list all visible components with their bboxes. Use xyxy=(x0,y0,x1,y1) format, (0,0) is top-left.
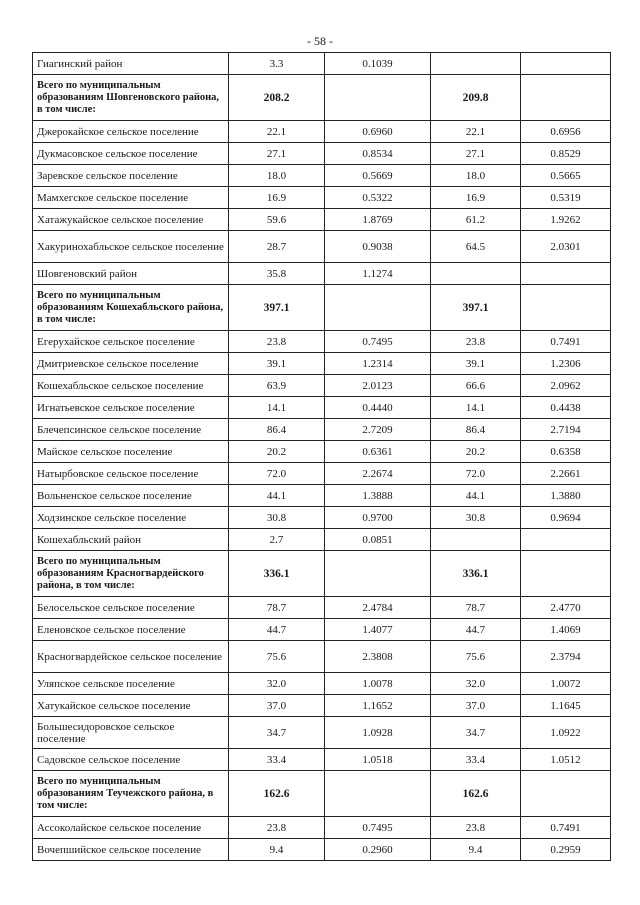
value-cell-2: 0.5669 xyxy=(325,165,431,187)
value-cell-2: 0.4440 xyxy=(325,397,431,419)
table-row xyxy=(33,53,611,75)
value-cell-2: 1.4077 xyxy=(325,619,431,641)
value-cell-4: 1.0922 xyxy=(521,717,611,749)
table-row xyxy=(33,397,611,419)
table-row xyxy=(33,749,611,771)
value-cell-3: 64.5 xyxy=(431,231,521,263)
value-cell-3: 33.4 xyxy=(431,749,521,771)
value-cell-2: 2.4784 xyxy=(325,597,431,619)
value-cell-1: 2.7 xyxy=(229,529,325,551)
value-cell-1: 28.7 xyxy=(229,231,325,263)
value-cell-1: 162.6 xyxy=(229,771,325,817)
table-row xyxy=(33,485,611,507)
settlement-name-cell: Ассоколайское сельское поселение xyxy=(33,817,229,839)
value-cell-3: 78.7 xyxy=(431,597,521,619)
distribution-table xyxy=(32,52,611,861)
settlement-name-cell: Мамхегское сельское поселение xyxy=(33,187,229,209)
value-cell-3: 20.2 xyxy=(431,441,521,463)
value-cell-3: 23.8 xyxy=(431,817,521,839)
table-row xyxy=(33,353,611,375)
settlement-name-cell: Гиагинский район xyxy=(33,53,229,75)
settlement-name-cell: Джерокайское сельское поселение xyxy=(33,121,229,143)
value-cell-3: 209.8 xyxy=(431,75,521,121)
value-cell-4 xyxy=(521,263,611,285)
value-cell-2 xyxy=(325,771,431,817)
value-cell-1: 23.8 xyxy=(229,817,325,839)
value-cell-2: 0.6960 xyxy=(325,121,431,143)
value-cell-2: 0.5322 xyxy=(325,187,431,209)
value-cell-4: 1.1645 xyxy=(521,695,611,717)
value-cell-1: 63.9 xyxy=(229,375,325,397)
value-cell-3 xyxy=(431,263,521,285)
value-cell-1: 397.1 xyxy=(229,285,325,331)
table-row xyxy=(33,507,611,529)
table-row xyxy=(33,673,611,695)
value-cell-2: 1.0078 xyxy=(325,673,431,695)
table-row xyxy=(33,263,611,285)
value-cell-1: 30.8 xyxy=(229,507,325,529)
value-cell-4: 0.4438 xyxy=(521,397,611,419)
value-cell-1: 27.1 xyxy=(229,143,325,165)
table-row xyxy=(33,641,611,673)
table-row xyxy=(33,619,611,641)
value-cell-2: 0.1039 xyxy=(325,53,431,75)
table-row xyxy=(33,817,611,839)
value-cell-1: 3.3 xyxy=(229,53,325,75)
table-row xyxy=(33,187,611,209)
district-total-row xyxy=(33,771,611,817)
settlement-name-cell: Майское сельское поселение xyxy=(33,441,229,463)
settlement-name-cell: Егерухайское сельское поселение xyxy=(33,331,229,353)
value-cell-2: 2.3808 xyxy=(325,641,431,673)
value-cell-3 xyxy=(431,53,521,75)
value-cell-4: 0.8529 xyxy=(521,143,611,165)
value-cell-1: 23.8 xyxy=(229,331,325,353)
table-row xyxy=(33,165,611,187)
settlement-name-cell: Блечепсинское сельское поселение xyxy=(33,419,229,441)
value-cell-4: 1.4069 xyxy=(521,619,611,641)
value-cell-2: 1.3888 xyxy=(325,485,431,507)
value-cell-2: 1.0518 xyxy=(325,749,431,771)
value-cell-3: 336.1 xyxy=(431,551,521,597)
settlement-name-cell: Всего по муниципальным образованиям Теучежского района, в том числе: xyxy=(33,771,229,817)
value-cell-4: 2.4770 xyxy=(521,597,611,619)
value-cell-2: 1.1652 xyxy=(325,695,431,717)
value-cell-3: 14.1 xyxy=(431,397,521,419)
value-cell-3: 18.0 xyxy=(431,165,521,187)
value-cell-2: 0.8534 xyxy=(325,143,431,165)
table-row xyxy=(33,529,611,551)
value-cell-2: 1.2314 xyxy=(325,353,431,375)
value-cell-2: 0.2960 xyxy=(325,839,431,861)
value-cell-1: 35.8 xyxy=(229,263,325,285)
value-cell-3: 44.1 xyxy=(431,485,521,507)
value-cell-3: 75.6 xyxy=(431,641,521,673)
value-cell-4: 2.0962 xyxy=(521,375,611,397)
district-total-row xyxy=(33,551,611,597)
value-cell-3: 22.1 xyxy=(431,121,521,143)
value-cell-2: 2.0123 xyxy=(325,375,431,397)
value-cell-2: 0.9700 xyxy=(325,507,431,529)
value-cell-1: 75.6 xyxy=(229,641,325,673)
value-cell-1: 9.4 xyxy=(229,839,325,861)
settlement-name-cell: Натырбовское сельское поселение xyxy=(33,463,229,485)
table-row xyxy=(33,597,611,619)
value-cell-1: 16.9 xyxy=(229,187,325,209)
value-cell-4: 1.3880 xyxy=(521,485,611,507)
value-cell-4: 0.7491 xyxy=(521,817,611,839)
value-cell-3: 162.6 xyxy=(431,771,521,817)
value-cell-3: 39.1 xyxy=(431,353,521,375)
value-cell-1: 14.1 xyxy=(229,397,325,419)
value-cell-4 xyxy=(521,529,611,551)
district-total-row xyxy=(33,285,611,331)
district-total-row xyxy=(33,75,611,121)
settlement-name-cell: Всего по муниципальным образованиям Красногвардейского района, в том числе: xyxy=(33,551,229,597)
value-cell-3: 397.1 xyxy=(431,285,521,331)
settlement-name-cell: Дукмасовское сельское поселение xyxy=(33,143,229,165)
value-cell-1: 22.1 xyxy=(229,121,325,143)
value-cell-2: 2.7209 xyxy=(325,419,431,441)
value-cell-4: 1.0072 xyxy=(521,673,611,695)
table-row xyxy=(33,375,611,397)
value-cell-2: 0.9038 xyxy=(325,231,431,263)
value-cell-4: 1.2306 xyxy=(521,353,611,375)
settlement-name-cell: Садовское сельское поселение xyxy=(33,749,229,771)
settlement-name-cell: Большесидоровское сельское поселение xyxy=(33,717,229,749)
value-cell-4: 2.3794 xyxy=(521,641,611,673)
table-row xyxy=(33,441,611,463)
value-cell-4: 2.2661 xyxy=(521,463,611,485)
value-cell-2: 0.6361 xyxy=(325,441,431,463)
value-cell-2: 2.2674 xyxy=(325,463,431,485)
value-cell-1: 44.1 xyxy=(229,485,325,507)
table-row xyxy=(33,839,611,861)
settlement-name-cell: Игнатьевское сельское поселение xyxy=(33,397,229,419)
settlement-name-cell: Хатажукайское сельское поселение xyxy=(33,209,229,231)
table-row xyxy=(33,121,611,143)
table-row xyxy=(33,331,611,353)
settlement-name-cell: Белосельское сельское поселение xyxy=(33,597,229,619)
settlement-name-cell: Красногвардейское сельское поселение xyxy=(33,641,229,673)
table-row xyxy=(33,419,611,441)
value-cell-3: 44.7 xyxy=(431,619,521,641)
value-cell-1: 18.0 xyxy=(229,165,325,187)
value-cell-1: 37.0 xyxy=(229,695,325,717)
value-cell-2: 1.0928 xyxy=(325,717,431,749)
value-cell-3: 37.0 xyxy=(431,695,521,717)
value-cell-4: 0.9694 xyxy=(521,507,611,529)
value-cell-4: 2.7194 xyxy=(521,419,611,441)
value-cell-1: 39.1 xyxy=(229,353,325,375)
table-row xyxy=(33,463,611,485)
value-cell-1: 208.2 xyxy=(229,75,325,121)
value-cell-3: 30.8 xyxy=(431,507,521,529)
settlement-name-cell: Всего по муниципальным образованиям Кошехабльского района, в том числе: xyxy=(33,285,229,331)
value-cell-4: 0.6956 xyxy=(521,121,611,143)
settlement-name-cell: Заревское сельское поселение xyxy=(33,165,229,187)
value-cell-2: 1.8769 xyxy=(325,209,431,231)
settlement-name-cell: Еленовское сельское поселение xyxy=(33,619,229,641)
value-cell-1: 59.6 xyxy=(229,209,325,231)
value-cell-2 xyxy=(325,75,431,121)
value-cell-2 xyxy=(325,551,431,597)
value-cell-3: 66.6 xyxy=(431,375,521,397)
value-cell-3: 27.1 xyxy=(431,143,521,165)
table-row xyxy=(33,209,611,231)
value-cell-4 xyxy=(521,551,611,597)
settlement-name-cell: Кошехабльское сельское поселение xyxy=(33,375,229,397)
value-cell-4: 2.0301 xyxy=(521,231,611,263)
settlement-name-cell: Шовгеновский район xyxy=(33,263,229,285)
settlement-name-cell: Всего по муниципальным образованиям Шовгеновского района, в том числе: xyxy=(33,75,229,121)
value-cell-4: 0.5665 xyxy=(521,165,611,187)
value-cell-3: 34.7 xyxy=(431,717,521,749)
table-row xyxy=(33,143,611,165)
value-cell-2: 0.7495 xyxy=(325,817,431,839)
value-cell-3: 9.4 xyxy=(431,839,521,861)
value-cell-4 xyxy=(521,771,611,817)
value-cell-3: 16.9 xyxy=(431,187,521,209)
settlement-name-cell: Хакуринохабльское сельское поселение xyxy=(33,231,229,263)
value-cell-1: 33.4 xyxy=(229,749,325,771)
value-cell-3: 61.2 xyxy=(431,209,521,231)
value-cell-4 xyxy=(521,75,611,121)
value-cell-3: 86.4 xyxy=(431,419,521,441)
settlement-name-cell: Дмитриевское сельское поселение xyxy=(33,353,229,375)
value-cell-4: 0.7491 xyxy=(521,331,611,353)
value-cell-1: 32.0 xyxy=(229,673,325,695)
value-cell-4 xyxy=(521,285,611,331)
value-cell-3: 32.0 xyxy=(431,673,521,695)
value-cell-1: 44.7 xyxy=(229,619,325,641)
value-cell-3: 23.8 xyxy=(431,331,521,353)
settlement-name-cell: Вольненское сельское поселение xyxy=(33,485,229,507)
value-cell-1: 336.1 xyxy=(229,551,325,597)
value-cell-3: 72.0 xyxy=(431,463,521,485)
table-row xyxy=(33,717,611,749)
value-cell-1: 20.2 xyxy=(229,441,325,463)
table-body xyxy=(33,53,611,861)
value-cell-2: 0.7495 xyxy=(325,331,431,353)
settlement-name-cell: Кошехабльский район xyxy=(33,529,229,551)
value-cell-2: 1.1274 xyxy=(325,263,431,285)
value-cell-4: 0.6358 xyxy=(521,441,611,463)
value-cell-4: 1.9262 xyxy=(521,209,611,231)
page-number: - 58 - xyxy=(307,34,333,48)
value-cell-3 xyxy=(431,529,521,551)
settlement-name-cell: Хатукайское сельское поселение xyxy=(33,695,229,717)
value-cell-2 xyxy=(325,285,431,331)
value-cell-2: 0.0851 xyxy=(325,529,431,551)
settlement-name-cell: Уляпское сельское поселение xyxy=(33,673,229,695)
value-cell-4: 0.2959 xyxy=(521,839,611,861)
value-cell-1: 78.7 xyxy=(229,597,325,619)
table-row xyxy=(33,695,611,717)
value-cell-4: 0.5319 xyxy=(521,187,611,209)
value-cell-1: 72.0 xyxy=(229,463,325,485)
settlement-name-cell: Вочепшийское сельское поселение xyxy=(33,839,229,861)
value-cell-1: 86.4 xyxy=(229,419,325,441)
value-cell-4 xyxy=(521,53,611,75)
value-cell-1: 34.7 xyxy=(229,717,325,749)
table-row xyxy=(33,231,611,263)
settlement-name-cell: Ходзинское сельское поселение xyxy=(33,507,229,529)
value-cell-4: 1.0512 xyxy=(521,749,611,771)
